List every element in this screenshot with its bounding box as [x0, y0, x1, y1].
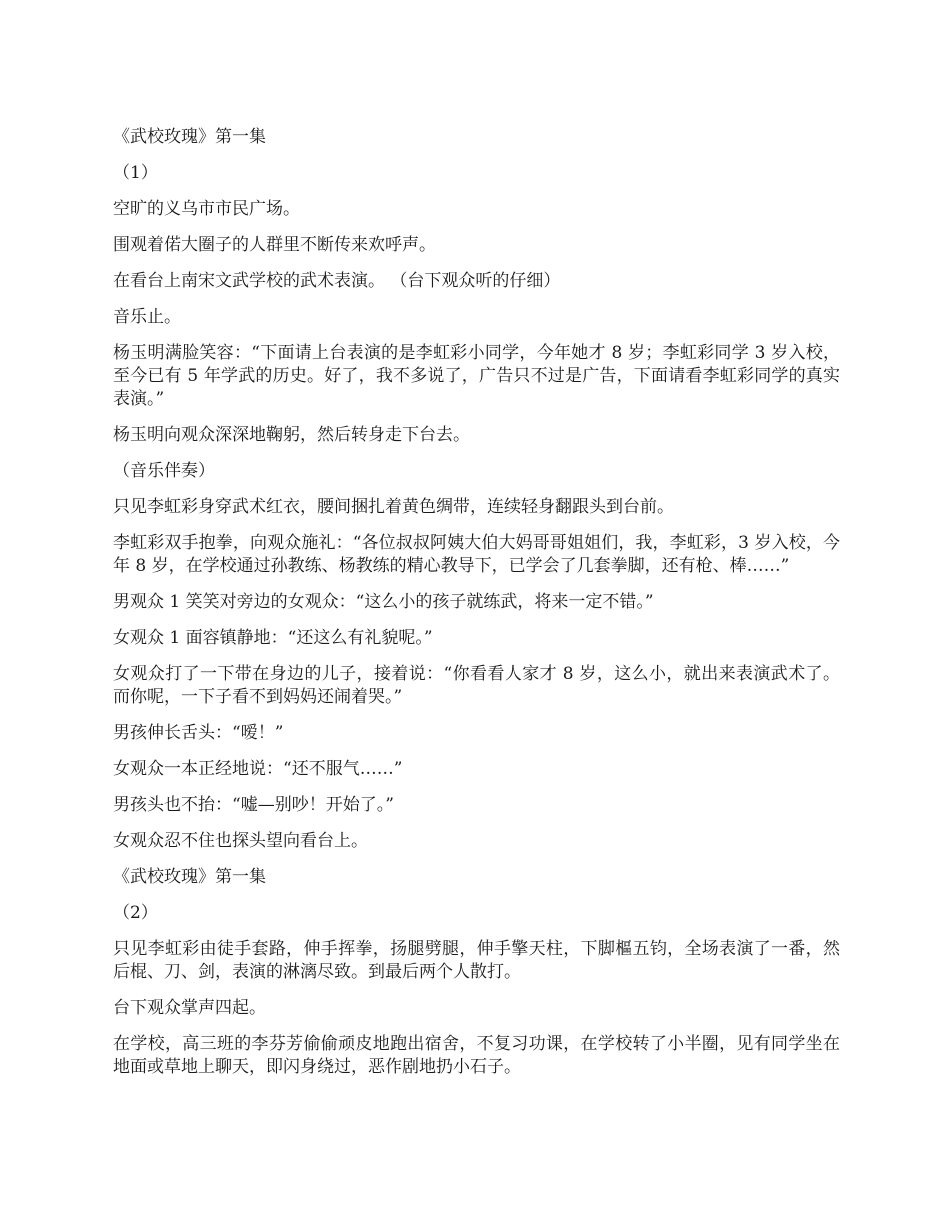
paragraph: 女观众打了一下带在身边的儿子，接着说：“你看看人家才 8 岁，这么小，就出来表演武术了。而你呢，一下子看不到妈妈还闹着哭。”: [113, 664, 840, 707]
paragraph: 只见李虹彩身穿武术红衣，腰间捆扎着黄色绸带，连续轻身翻跟头到台前。: [113, 497, 674, 517]
paragraph: 台下观众掌声四起。: [113, 998, 266, 1018]
paragraph: 男观众 1 笑笑对旁边的女观众：“这么小的孩子就练武，将来一定不错。”: [113, 592, 654, 612]
paragraph: 在看台上南宋文武学校的武术表演。 （台下观众听的仔细）: [113, 271, 561, 291]
document-page: [113, 126, 840, 1092]
paragraph: 女观众 1 面容镇静地：“还这么有礼貌呢。”: [113, 628, 433, 648]
paragraph: 只见李虹彩由徒手套路，伸手挥拳，扬腿劈腿，伸手擎天柱，下脚樞五钧，全场表演了一番，然后棍、刀、剑，表演的淋漓尽致。到最后两个人散打。: [113, 939, 840, 982]
paragraph: 杨玉明满脸笑容：“下面请上台表演的是李虹彩小同学，今年她才 8 岁；李虹彩同学 3 岁入校，至今已有 5 年学武的历史。好了，我不多说了，广告只不过是广告，下面请看李虹彩同学的真实表演。”: [113, 343, 840, 409]
scene-number: （1）: [113, 163, 158, 183]
paragraph: 女观众一本正经地说：“还不服气……”: [113, 759, 403, 779]
paragraph: 男孩头也不抬：“嘘—别吵！开始了。”: [113, 795, 394, 815]
paragraph: 女观众忍不住也探头望向看台上。: [113, 831, 368, 851]
paragraph: 杨玉明向观众深深地鞠躬，然后转身走下台去。: [113, 425, 470, 445]
paragraph: 李虹彩双手抱拳，向观众施礼：“各位叔叔阿姨大伯大妈哥哥姐姐们，我，李虹彩，3 岁入校，今年 8 岁，在学校通过孙教练、杨教练的精心教导下，已学会了几套拳脚，还有枪、棒……”: [113, 533, 840, 576]
paragraph: 音乐止。: [113, 307, 181, 327]
paragraph: 在学校，高三班的李芬芳偷偷顽皮地跑出宿舍，不复习功课，在学校转了小半圈，见有同学坐在地面或草地上聊天，即闪身绕过，恶作剧地扔小石子。: [113, 1034, 840, 1077]
paragraph: 围观着偌大圈子的人群里不断传来欢呼声。: [113, 235, 436, 255]
paragraph: 男孩伸长舌头：“嗳！”: [113, 723, 284, 743]
paragraph: 空旷的义乌市市民广场。: [113, 199, 300, 219]
scene-number: （2）: [113, 903, 158, 923]
paragraph: （音乐伴奏）: [113, 461, 215, 481]
episode-title: 《武校玫瑰》第一集: [113, 867, 266, 887]
episode-title: 《武校玫瑰》第一集: [113, 127, 266, 147]
